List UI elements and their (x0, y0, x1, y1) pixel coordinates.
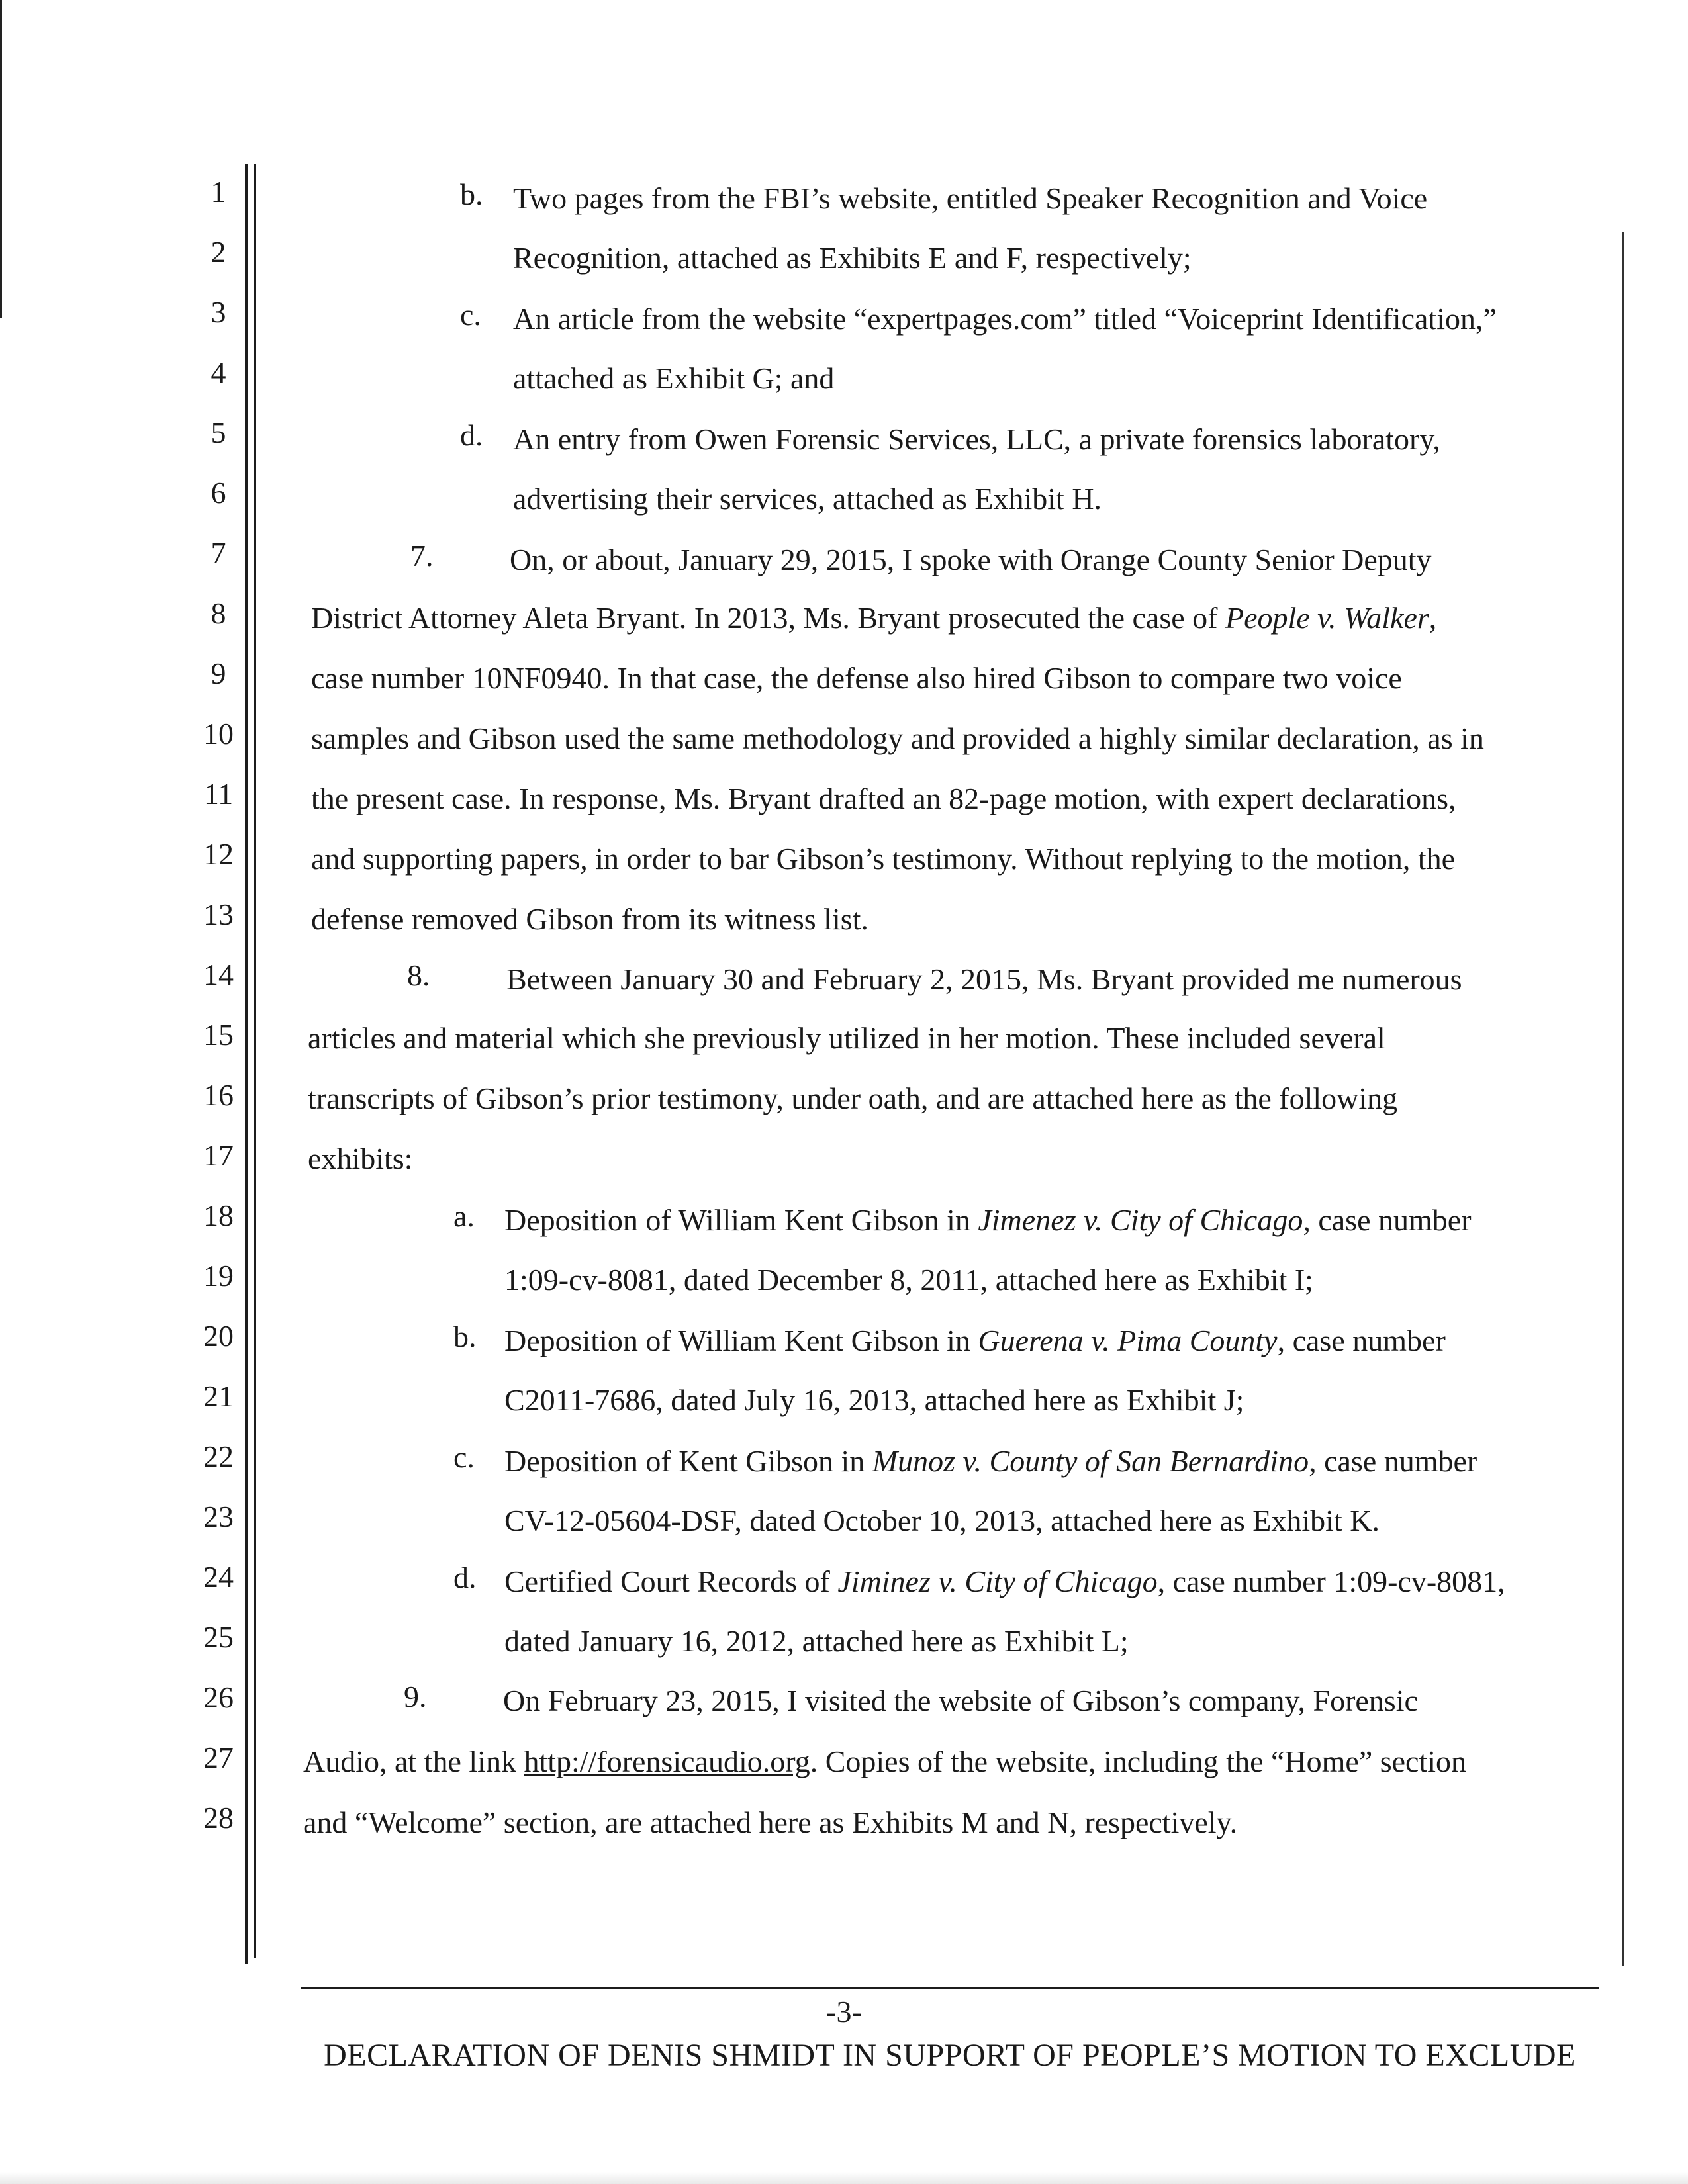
list-marker: a. (453, 1199, 475, 1233)
text-line: Deposition of William Kent Gibson in Jimenez v. City of Chicago, case number (504, 1203, 1472, 1237)
line-number: 13 (203, 897, 234, 931)
line-number: 6 (211, 476, 226, 510)
left-margin-rule (245, 164, 248, 1964)
line-number: 15 (203, 1018, 234, 1052)
text-line: Recognition, attached as Exhibits E and F, respectively; (513, 241, 1192, 275)
line-number: 10 (203, 717, 234, 751)
line-number: 3 (211, 295, 226, 329)
text-line: An article from the website “expertpages.com” titled “Voiceprint Identification,” (513, 302, 1497, 336)
scan-edge (0, 0, 2, 318)
line-number: 26 (203, 1680, 234, 1714)
list-marker: d. (460, 418, 483, 452)
text-line: 1:09-cv-8081, dated December 8, 2011, attached here as Exhibit I; (504, 1263, 1313, 1297)
line-number: 12 (203, 837, 234, 871)
line-number: 9 (211, 657, 226, 690)
line-number: 18 (203, 1199, 234, 1232)
line-number: 25 (203, 1620, 234, 1654)
text-line: Between January 30 and February 2, 2015, Ms. Bryant provided me numerous (506, 962, 1462, 996)
text-line: samples and Gibson used the same methodology and provided a highly similar declaration, as in (311, 721, 1484, 755)
line-number: 28 (203, 1801, 234, 1835)
text-line: articles and material which she previously utilized in her motion. These included several (308, 1021, 1385, 1055)
text-line: and supporting papers, in order to bar Gibson’s testimony. Without replying to the motion, the (311, 842, 1456, 876)
line-number: 14 (203, 958, 234, 991)
list-marker: c. (453, 1440, 475, 1474)
paragraph-number: 7. (410, 539, 434, 572)
text-line: On February 23, 2015, I visited the website of Gibson’s company, Forensic (503, 1684, 1418, 1717)
text-line: case number 10NF0940. In that case, the defense also hired Gibson to compare two voice (311, 661, 1402, 695)
text-line: attached as Exhibit G; and (513, 361, 835, 395)
list-marker: c. (460, 298, 481, 332)
case-name: Guerena v. Pima County (978, 1324, 1278, 1357)
text-line: the present case. In response, Ms. Bryant drafted an 82-page motion, with expert declarations, (311, 782, 1456, 815)
page-number: -3- (826, 1995, 862, 2028)
line-number: 4 (211, 355, 226, 389)
list-marker: b. (460, 177, 483, 211)
text-line: Audio, at the link http://forensicaudio.org. Copies of the website, including the “Home” section (303, 1745, 1467, 1778)
line-number: 1 (211, 175, 226, 208)
paragraph-number: 8. (407, 958, 430, 992)
text-line: CV-12-05604-DSF, dated October 10, 2013, attached here as Exhibit K. (504, 1504, 1380, 1537)
footer-title: DECLARATION OF DENIS SHMIDT IN SUPPORT OF PEOPLE’S MOTION TO EXCLUDE (324, 2038, 1576, 2073)
website-link[interactable]: http://forensicaudio.org (524, 1745, 810, 1778)
text-line: transcripts of Gibson’s prior testimony, under oath, and are attached here as the following (308, 1081, 1398, 1115)
text-line: exhibits: (308, 1142, 413, 1175)
text-line: and “Welcome” section, are attached here as Exhibits M and N, respectively. (303, 1805, 1238, 1839)
case-name: Jiminez v. City of Chicago (837, 1565, 1158, 1598)
line-number: 21 (203, 1379, 234, 1413)
text-line: C2011-7686, dated July 16, 2013, attached here as Exhibit J; (504, 1383, 1244, 1417)
line-number: 17 (203, 1138, 234, 1172)
line-number: 27 (203, 1741, 234, 1774)
scan-bottom-edge (0, 2172, 1688, 2184)
paragraph-number: 9. (404, 1680, 427, 1713)
line-number: 16 (203, 1078, 234, 1112)
list-marker: d. (453, 1561, 477, 1594)
line-number: 11 (203, 777, 234, 811)
case-name: Jimenez v. City of Chicago (978, 1203, 1303, 1237)
footer-rule (301, 1987, 1599, 1989)
case-name: Munoz v. County of San Bernardino (872, 1444, 1309, 1478)
text-line: Certified Court Records of Jiminez v. City of Chicago, case number 1:09-cv-8081, (504, 1565, 1505, 1598)
line-number: 23 (203, 1500, 234, 1533)
right-margin-rule (1622, 232, 1624, 1966)
text-line: Two pages from the FBI’s website, entitled Speaker Recognition and Voice (513, 181, 1428, 215)
line-number: 5 (211, 416, 226, 449)
text-line: dated January 16, 2012, attached here as Exhibit L; (504, 1624, 1129, 1658)
line-number: 20 (203, 1319, 234, 1353)
line-number: 8 (211, 596, 226, 630)
text-line: advertising their services, attached as Exhibit H. (513, 482, 1102, 516)
line-number: 22 (203, 1439, 234, 1473)
text-line: An entry from Owen Forensic Services, LLC, a private forensics laboratory, (513, 422, 1440, 456)
line-number: 24 (203, 1560, 234, 1594)
line-number: 2 (211, 235, 226, 269)
line-number: 19 (203, 1259, 234, 1293)
text-line: District Attorney Aleta Bryant. In 2013, Ms. Bryant prosecuted the case of People v. Walker, (311, 601, 1437, 635)
text-line: Deposition of Kent Gibson in Munoz v. County of San Bernardino, case number (504, 1444, 1477, 1478)
line-number: 7 (211, 536, 226, 570)
list-marker: b. (453, 1320, 477, 1353)
left-margin-rule-inner (254, 164, 256, 1958)
text-line: On, or about, January 29, 2015, I spoke with Orange County Senior Deputy (510, 543, 1432, 576)
case-name: People v. Walker (1225, 601, 1429, 635)
text-line: defense removed Gibson from its witness list. (311, 902, 868, 936)
text-line: Deposition of William Kent Gibson in Guerena v. Pima County, case number (504, 1324, 1446, 1357)
